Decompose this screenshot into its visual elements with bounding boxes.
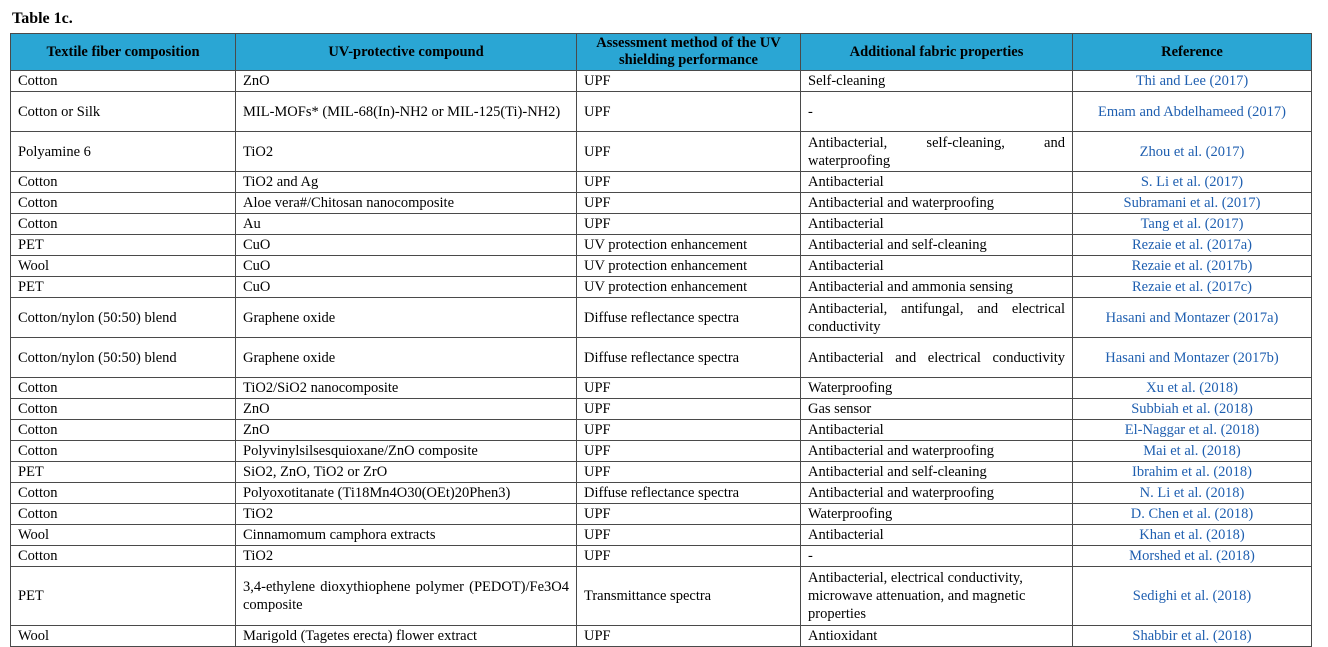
table-caption: Table 1c. [12,10,73,27]
cell-props: - [801,92,1073,132]
cell-fiber: PET [11,277,236,298]
cell-method: UPF [577,626,801,647]
cell-reference: Zhou et al. (2017) [1073,132,1312,172]
cell-fiber: Polyamine 6 [11,132,236,172]
cell-method: UPF [577,214,801,235]
cell-fiber: Cotton [11,399,236,420]
cell-method: Diffuse reflectance spectra [577,338,801,378]
cell-fiber: Wool [11,256,236,277]
cell-reference: Shabbir et al. (2018) [1073,626,1312,647]
table-row [11,277,1312,298]
cell-compound: Cinnamomum camphora extracts [236,525,577,546]
cell-reference: Hasani and Montazer (2017a) [1073,298,1312,338]
cell-reference: D. Chen et al. (2018) [1073,504,1312,525]
cell-reference: S. Li et al. (2017) [1073,172,1312,193]
cell-reference: Subramani et al. (2017) [1073,193,1312,214]
cell-props: Antibacterial and waterproofing [801,483,1073,504]
cell-fiber: Cotton [11,546,236,567]
header-fiber: Textile fiber composition [11,34,236,71]
cell-compound: TiO2 and Ag [236,172,577,193]
cell-method: UPF [577,441,801,462]
cell-fiber: Cotton [11,193,236,214]
cell-compound: 3,4-ethylene dioxythiophene polymer (PEDOT)/Fe3O4 composite [236,567,577,626]
cell-fiber: Cotton/nylon (50:50) blend [11,338,236,378]
table-row [11,378,1312,399]
cell-method: UPF [577,132,801,172]
table-row [11,298,1312,338]
cell-compound: SiO2, ZnO, TiO2 or ZrO [236,462,577,483]
cell-compound: ZnO [236,420,577,441]
cell-reference: Subbiah et al. (2018) [1073,399,1312,420]
cell-fiber: Cotton/nylon (50:50) blend [11,298,236,338]
cell-reference: Emam and Abdelhameed (2017) [1073,92,1312,132]
cell-reference: Mai et al. (2018) [1073,441,1312,462]
cell-compound: TiO2 [236,504,577,525]
cell-reference: Rezaie et al. (2017c) [1073,277,1312,298]
cell-compound: Aloe vera#/Chitosan nanocomposite [236,193,577,214]
cell-props: Waterproofing [801,378,1073,399]
table-row [11,338,1312,378]
table-row [11,92,1312,132]
cell-reference: Thi and Lee (2017) [1073,71,1312,92]
cell-method: UV protection enhancement [577,277,801,298]
cell-compound: ZnO [236,399,577,420]
cell-method: UPF [577,462,801,483]
cell-props: Antibacterial and waterproofing [801,441,1073,462]
cell-compound: Polyoxotitanate (Ti18Mn4O30(OEt)20Phen3) [236,483,577,504]
cell-fiber: Cotton [11,504,236,525]
table-row [11,399,1312,420]
header-method: Assessment method of the UV shielding performance [577,34,801,71]
cell-compound: TiO2 [236,546,577,567]
cell-fiber: PET [11,235,236,256]
cell-reference: El-Naggar et al. (2018) [1073,420,1312,441]
cell-fiber: Cotton [11,483,236,504]
cell-props: Waterproofing [801,504,1073,525]
cell-fiber: Cotton or Silk [11,92,236,132]
cell-props: Antibacterial and electrical conductivity [801,338,1073,378]
table-row [11,71,1312,92]
table-row [11,525,1312,546]
cell-props: Antibacterial [801,420,1073,441]
cell-reference: Khan et al. (2018) [1073,525,1312,546]
cell-method: UPF [577,193,801,214]
cell-props: Gas sensor [801,399,1073,420]
header-props: Additional fabric properties [801,34,1073,71]
table-row [11,235,1312,256]
cell-props: - [801,546,1073,567]
cell-compound: MIL-MOFs* (MIL-68(In)-NH2 or MIL-125(Ti)-NH2) [236,92,577,132]
cell-compound: Graphene oxide [236,338,577,378]
table-row [11,626,1312,647]
cell-reference: N. Li et al. (2018) [1073,483,1312,504]
cell-method: UV protection enhancement [577,256,801,277]
table-row [11,420,1312,441]
table-row [11,504,1312,525]
cell-props: Self-cleaning [801,71,1073,92]
cell-compound: Graphene oxide [236,298,577,338]
header-compound: UV-protective compound [236,34,577,71]
cell-fiber: PET [11,567,236,626]
cell-method: UPF [577,399,801,420]
cell-compound: TiO2 [236,132,577,172]
table-row [11,462,1312,483]
cell-compound: CuO [236,235,577,256]
cell-method: UPF [577,525,801,546]
cell-compound: CuO [236,277,577,298]
cell-props: Antibacterial and self-cleaning [801,235,1073,256]
cell-props: Antibacterial [801,525,1073,546]
cell-method: UPF [577,92,801,132]
table-row [11,214,1312,235]
uv-protection-table [10,33,1312,647]
table-row [11,567,1312,626]
cell-fiber: Wool [11,525,236,546]
cell-reference: Rezaie et al. (2017b) [1073,256,1312,277]
table-row [11,172,1312,193]
table-row [11,132,1312,172]
header-reference: Reference [1073,34,1312,71]
cell-reference: Xu et al. (2018) [1073,378,1312,399]
cell-compound: Marigold (Tagetes erecta) flower extract [236,626,577,647]
table-row [11,483,1312,504]
cell-props: Antibacterial and waterproofing [801,193,1073,214]
cell-method: UPF [577,172,801,193]
header-row [11,34,1312,71]
cell-method: UPF [577,378,801,399]
cell-props: Antibacterial and ammonia sensing [801,277,1073,298]
table-row [11,441,1312,462]
cell-fiber: PET [11,462,236,483]
cell-method: Transmittance spectra [577,567,801,626]
cell-compound: CuO [236,256,577,277]
cell-props: Antibacterial [801,172,1073,193]
cell-method: Diffuse reflectance spectra [577,298,801,338]
table-row [11,193,1312,214]
cell-props: Antibacterial and self-cleaning [801,462,1073,483]
cell-reference: Tang et al. (2017) [1073,214,1312,235]
cell-compound: TiO2/SiO2 nanocomposite [236,378,577,399]
cell-props: Antioxidant [801,626,1073,647]
cell-fiber: Cotton [11,420,236,441]
cell-fiber: Cotton [11,441,236,462]
cell-method: Diffuse reflectance spectra [577,483,801,504]
cell-reference: Rezaie et al. (2017a) [1073,235,1312,256]
cell-method: UPF [577,420,801,441]
cell-fiber: Wool [11,626,236,647]
cell-method: UPF [577,546,801,567]
cell-compound: Au [236,214,577,235]
table-row [11,256,1312,277]
cell-props: Antibacterial [801,214,1073,235]
cell-reference: Morshed et al. (2018) [1073,546,1312,567]
cell-fiber: Cotton [11,172,236,193]
cell-method: UV protection enhancement [577,235,801,256]
table-row [11,546,1312,567]
cell-method: UPF [577,504,801,525]
cell-compound: ZnO [236,71,577,92]
cell-fiber: Cotton [11,71,236,92]
cell-props: Antibacterial [801,256,1073,277]
cell-reference: Ibrahim et al. (2018) [1073,462,1312,483]
cell-reference: Hasani and Montazer (2017b) [1073,338,1312,378]
cell-props: Antibacterial, antifungal, and electrical conductivity [801,298,1073,338]
cell-method: UPF [577,71,801,92]
cell-compound: Polyvinylsilsesquioxane/ZnO composite [236,441,577,462]
cell-fiber: Cotton [11,378,236,399]
cell-fiber: Cotton [11,214,236,235]
cell-props: Antibacterial, self-cleaning, and waterproofing [801,132,1073,172]
cell-reference: Sedighi et al. (2018) [1073,567,1312,626]
cell-props: Antibacterial, electrical conductivity, microwave attenuation, and magnetic properties [801,567,1073,626]
